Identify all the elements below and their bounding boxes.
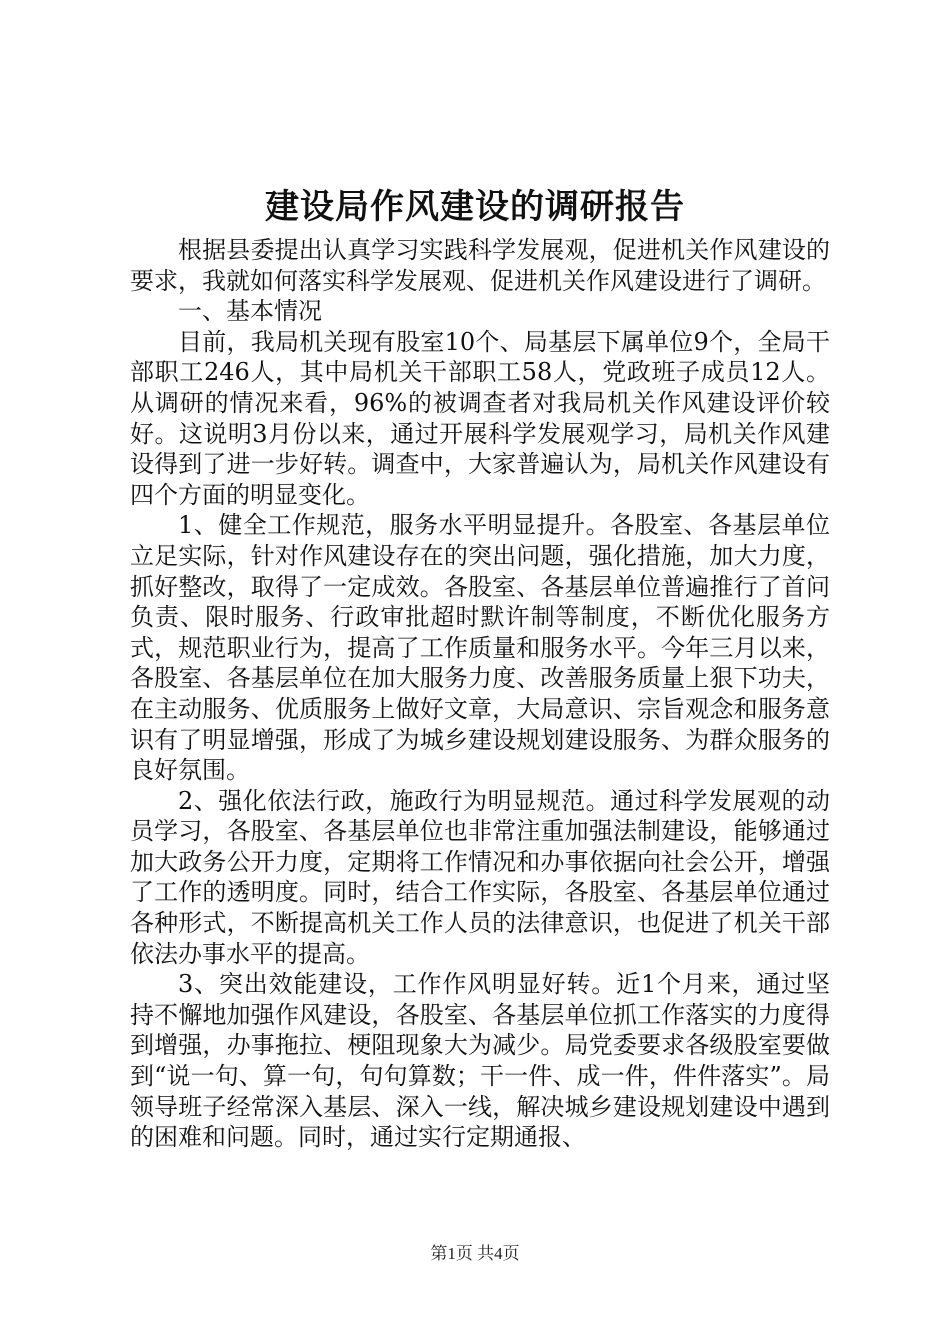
paragraph-intro: 根据县委提出认真学习实践科学发展观，促进机关作风建设的要求，我就如何落实科学发展观、促进机关作风建设进行了调研。 — [130, 236, 830, 295]
document-body — [130, 235, 830, 1153]
paragraph-point-3: 3、突出效能建设，工作作风明显好转。近1个月来，通过坚持不懈地加强作风建设，各股室、各基层单位抓工作落实的力度得到增强，办事拖拉、梗阻现象大为减少。局党委要求各级股室要做到“说一句、算一句，句句算数；干一件、成一件，件件落实”。局领导班子经常深入基层、深入一线，解决城乡建设规划建设中遇到的困难和问题。同时，通过实行定期通报、 — [130, 970, 830, 1152]
paragraph-point-1: 1、健全工作规范，服务水平明显提升。各股室、各基层单位立足实际，针对作风建设存在的突出问题，强化措施，加大力度，抓好整改，取得了一定成效。各股室、各基层单位普遍推行了首问负责、限时服务、行政审批超时默许制等制度，不断优化服务方式，规范职业行为，提高了工作质量和服务水平。今年三月以来，各股室、各基层单位在加大服务力度、改善服务质量上狠下功夫，在主动服务、优质服务上做好文章，大局意识、宗旨观念和服务意识有了明显增强，形成了为城乡建设规划建设服务、为群众服务的良好氛围。 — [130, 511, 830, 785]
page-number-footer: 第1页 共4页 — [430, 1244, 520, 1263]
section-heading-basic-situation: 一、基本情况 — [178, 297, 322, 326]
paragraph-point-2: 2、强化依法行政，施政行为明显规范。通过科学发展观的动员学习，各股室、各基层单位也非常注重加强法制建设，能够通过加大政务公开力度，定期将工作情况和办事依据向社会公开，增强了工作的透明度。同时，结合工作实际，各股室、各基层单位通过各种形式，不断提高机关工作人员的法律意识，也促进了机关干部依法办事水平的提高。 — [130, 786, 830, 968]
paragraph-overview: 目前，我局机关现有股室10个、局基层下属单位9个，全局干部职工246人，其中局机关干部职工58人，党政班子成员12人。从调研的情况来看，96%的被调查者对我局机关作风建设评价较好。这说明3月份以来，通过开展科学发展观学习，局机关作风建设得到了进一步好转。调查中，大家普遍认为，局机关作风建设有四个方面的明显变化。 — [130, 327, 830, 509]
document-title: 建设局作风建设的调研报告 — [265, 187, 685, 227]
